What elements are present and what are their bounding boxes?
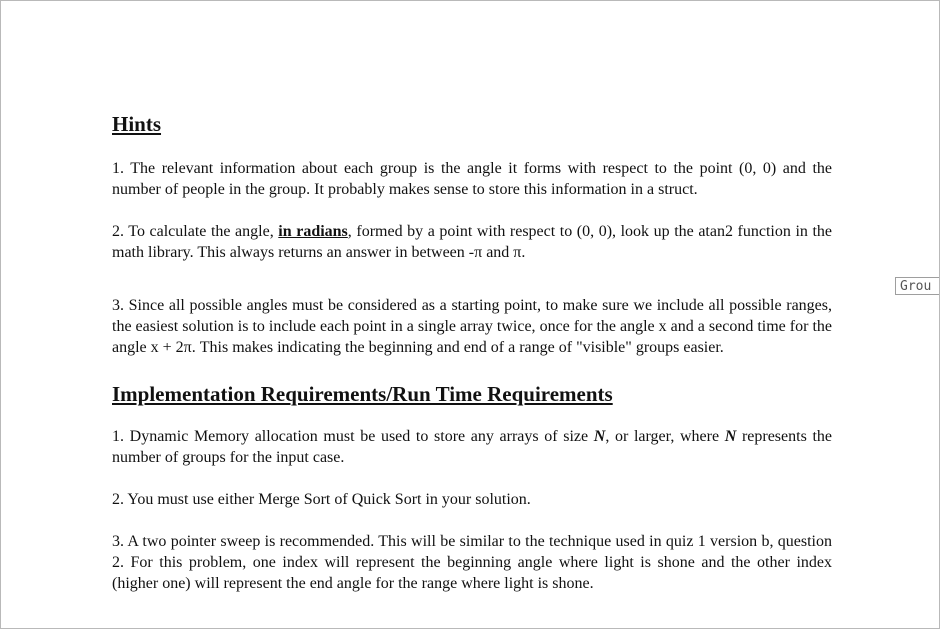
hint-2-emphasis: in radians bbox=[278, 223, 348, 240]
requirement-1 bbox=[112, 426, 832, 468]
requirement-1-text-b: , or larger, where bbox=[605, 428, 725, 445]
hint-2 bbox=[112, 221, 832, 263]
side-comment-tab[interactable]: Grou bbox=[895, 277, 940, 295]
requirement-1-text-a: 1. Dynamic Memory allocation must be used to store any arrays of size bbox=[112, 428, 594, 445]
requirement-1-text-c: represents the number of groups for the input case. bbox=[112, 428, 833, 466]
requirement-1-n-second: N bbox=[724, 428, 737, 445]
requirement-1-n-first: N bbox=[593, 428, 606, 445]
hint-1: 1. The relevant information about each group is the angle it forms with respect to the point (0, 0) and the number of people in the group. It probably makes sense to store this information in a struct. bbox=[112, 160, 832, 198]
hints-heading: Hints bbox=[112, 112, 162, 136]
hint-2-text-b: , formed by a point with respect to (0, 0), look up the atan2 function in the math library. This always returns an answer in between -π and π. bbox=[112, 223, 833, 261]
document-content bbox=[112, 109, 832, 615]
requirement-2: 2. You must use either Merge Sort of Quick Sort in your solution. bbox=[112, 491, 531, 508]
hint-2-text-a: 2. To calculate the angle, bbox=[112, 223, 279, 240]
hint-3: 3. Since all possible angles must be considered as a starting point, to make sure we include all possible ranges, the easiest solution is to include each point in a single array twice, once for the angle x and a second time for the angle x + 2π. This makes indicating the beginning and end of a range of "visible" groups easier. bbox=[112, 297, 832, 356]
requirements-heading: Implementation Requirements/Run Time Requirements bbox=[112, 382, 613, 406]
requirement-3: 3. A two pointer sweep is recommended. This will be similar to the technique used in quiz 1 version b, question 2. For this problem, one index will represent the beginning angle where light is shone and the other index (higher one) will represent the end angle for the range where light is shone. bbox=[112, 533, 832, 592]
